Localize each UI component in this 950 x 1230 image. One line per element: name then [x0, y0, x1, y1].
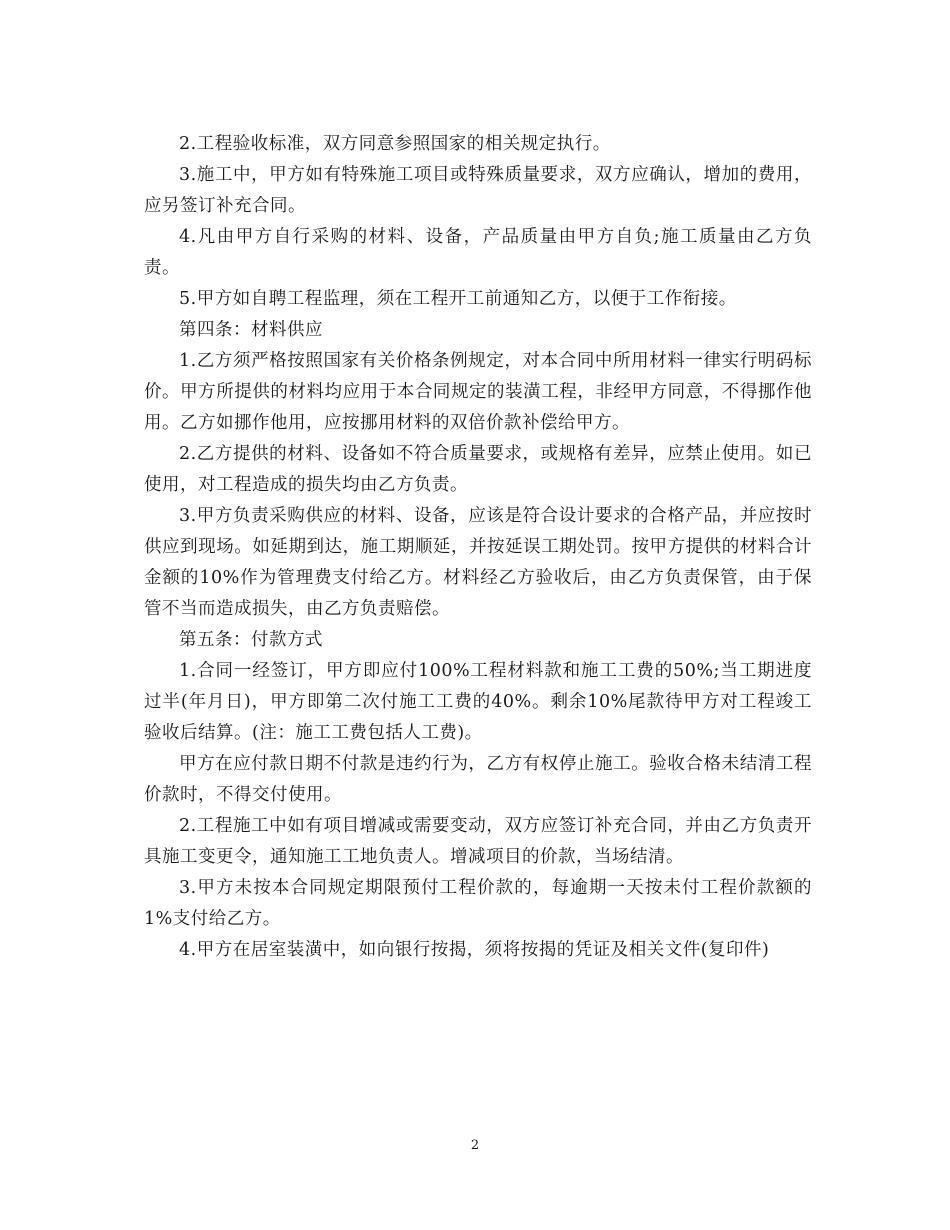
clause-material-pricing: 1.乙方须严格按照国家有关价格条例规定，对本合同中所用材料一律实行明码标价。甲方所提供的材料均应用于本合同规定的装潢工程，非经甲方同意，不得挪作他用。乙方如挪作他用，应按挪用材料的双倍价款补偿给甲方。	[144, 351, 812, 433]
clause-client-supplied-materials: 3.甲方负责采购供应的材料、设备，应该是符合设计要求的合格产品，并应按时供应到现场。如延期到达，施工期顺延，并按延误工期处罚。按甲方提供的材料合计金额的10%作为管理费支付给乙方。材料经乙方验收后，由乙方负责保管，由于保管不当而造成损失，由乙方负责赔偿。	[144, 506, 812, 619]
clause-payment-schedule: 1.合同一经签订，甲方即应付100%工程材料款和施工工费的50%;当工期进度过半(年月日)，甲方即第二次付施工工费的40%。剩余10%尾款待甲方对工程竣工验收后结算。(注：施工工费包括人工费)。	[144, 661, 812, 743]
page-number: 2	[470, 1138, 480, 1153]
clause-change-orders: 2.工程施工中如有项目增减或需要变动，双方应签订补充合同，并由乙方负责开具施工变更令，通知施工工地负责人。增减项目的价款，当场结清。	[144, 816, 812, 867]
section-heading-materials: 第四条：材料供应	[179, 320, 323, 340]
clause-late-payment: 3.甲方未按本合同规定期限预付工程价款的，每逾期一天按未付工程价款额的1%支付给乙方。	[144, 878, 812, 929]
clause-supervision: 5.甲方如自聘工程监理，须在工程开工前通知乙方，以便于工作衔接。	[179, 289, 737, 309]
clause-acceptance-standard: 2.工程验收标准，双方同意参照国家的相关规定执行。	[179, 134, 611, 154]
clause-special-requirements: 3.施工中，甲方如有特殊施工项目或特殊质量要求，双方应确认，增加的费用，应另签订补充合同。	[144, 165, 812, 216]
clause-self-purchased-materials: 4.凡由甲方自行采购的材料、设备，产品质量由甲方自负;施工质量由乙方负责。	[144, 227, 812, 278]
clause-payment-default: 甲方在应付款日期不付款是违约行为，乙方有权停止施工。验收合格未结清工程价款时，不得交付使用。	[144, 754, 812, 805]
document-body	[144, 129, 812, 966]
section-heading-payment: 第五条：付款方式	[179, 630, 323, 650]
clause-material-quality: 2.乙方提供的材料、设备如不符合质量要求，或规格有差异，应禁止使用。如已使用，对工程造成的损失均由乙方负责。	[144, 444, 812, 495]
clause-mortgage: 4.甲方在居室装潢中，如向银行按揭，须将按揭的凭证及相关文件(复印件)	[179, 940, 770, 960]
